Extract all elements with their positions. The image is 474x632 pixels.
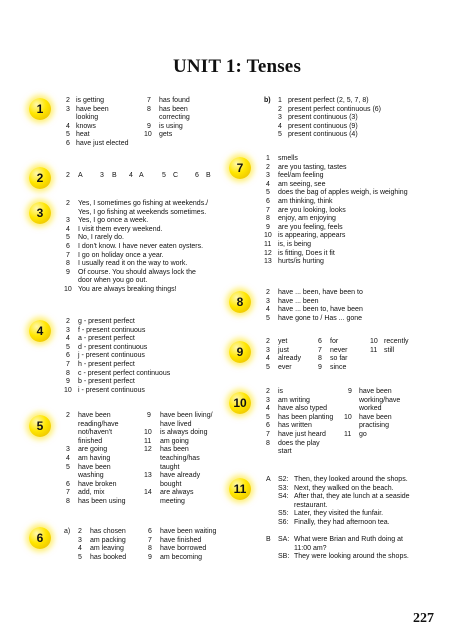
item-number: 10 <box>344 413 352 421</box>
answer-text: You are always breaking things! <box>78 285 177 293</box>
answer-text: so far <box>330 355 348 363</box>
item-number: 9 <box>348 388 352 395</box>
answer-text: have been <box>78 412 111 419</box>
item-number: 8 <box>266 439 270 447</box>
speaker-label: SA: <box>278 536 290 544</box>
answer-text: does the play <box>278 439 320 447</box>
speaker-label: S6: <box>278 518 289 526</box>
answer-text: What were Brian and Ruth doing at <box>294 536 403 544</box>
item-number: 8 <box>147 105 151 113</box>
answer-text: looking <box>76 114 99 122</box>
answer-text: does the bag of apples weigh, is weighing <box>278 189 408 197</box>
item-number: 10 <box>64 386 72 394</box>
answer-text: have been <box>359 388 392 395</box>
item-number: 11 <box>370 346 378 354</box>
item-number: 8 <box>266 215 270 223</box>
item-number: 3 <box>100 172 104 179</box>
speaker-label: S3: <box>278 484 289 492</box>
answer-text: never <box>330 346 348 354</box>
part-label: A <box>266 476 271 483</box>
answer-text: has been <box>159 105 188 113</box>
item-number: 12 <box>264 249 272 257</box>
exercise-badge-6: 6 <box>29 527 51 549</box>
answer-text: Then, they looked around the shops. <box>294 476 408 483</box>
answer-text: Yes, I go once a week. <box>78 217 149 225</box>
answer-text: has written <box>278 422 312 430</box>
answer-text: has booked <box>90 553 127 561</box>
answer-text: A <box>78 172 83 179</box>
item-number: 4 <box>66 225 70 233</box>
item-number: 7 <box>147 97 151 104</box>
answer-text: j - present continuous <box>78 352 145 360</box>
answer-text: Finally, they had afternoon tea. <box>294 518 390 526</box>
answer-text: ever <box>278 363 292 371</box>
item-number: 5 <box>266 314 270 322</box>
item-number: 3 <box>78 536 82 544</box>
exercise-badge-1: 1 <box>29 98 51 120</box>
item-number: 9 <box>318 363 322 371</box>
item-number: 8 <box>66 369 70 377</box>
item-number: 8 <box>148 545 152 553</box>
answer-text: not/haven't <box>78 429 113 437</box>
answer-text: feel/am feeling <box>278 172 324 180</box>
item-number: 4 <box>66 335 70 343</box>
answer-text: just <box>278 346 289 354</box>
exercise-badge-8: 8 <box>229 291 251 313</box>
exercise-badge-7: 7 <box>229 157 251 179</box>
answer-text: 11:00 am? <box>294 544 327 552</box>
item-number: 6 <box>148 528 152 535</box>
answer-text: have been waiting <box>160 528 217 535</box>
answer-text: have been <box>76 105 109 113</box>
answer-text: am writing <box>278 396 310 404</box>
speaker-label: S5: <box>278 510 289 518</box>
answer-text: has chosen <box>90 528 126 535</box>
item-number: 11 <box>264 240 272 248</box>
item-number: 4 <box>78 545 82 553</box>
item-number: 4 <box>266 306 270 314</box>
answer-text: b - present perfect <box>78 378 135 386</box>
answer-text: am leaving <box>90 545 124 553</box>
item-number: 7 <box>66 360 70 368</box>
item-number: 10 <box>264 232 272 240</box>
item-number: 2 <box>66 97 70 104</box>
item-number: 11 <box>344 430 352 438</box>
answer-text: is <box>278 388 284 395</box>
answer-text: present perfect (2, 5, 7, 8) <box>288 97 369 104</box>
item-number: 7 <box>66 489 70 497</box>
answer-text: a - present perfect <box>78 335 135 343</box>
answer-text: are going <box>78 446 108 454</box>
answer-text: teaching/has <box>160 454 200 462</box>
answer-text: are always <box>160 489 194 497</box>
item-number: 8 <box>318 355 322 363</box>
item-number: 5 <box>78 553 82 561</box>
item-number: 6 <box>66 242 70 250</box>
exercise-badge-11: 11 <box>229 478 251 500</box>
item-number: 11 <box>144 437 152 445</box>
answer-text: have just heard <box>278 430 326 438</box>
answer-text: Later, they visited the funfair. <box>294 510 384 518</box>
answer-text: are you looking, looks <box>278 206 346 214</box>
answer-text: f - present continuous <box>78 326 146 334</box>
answer-text: practising <box>359 422 389 430</box>
item-number: 7 <box>266 430 270 438</box>
item-number: 7 <box>148 536 152 544</box>
item-number: 3 <box>266 297 270 305</box>
item-number: 8 <box>66 497 70 505</box>
item-number: 12 <box>144 446 152 454</box>
answer-text: for <box>330 338 339 345</box>
item-number: 1 <box>266 155 270 162</box>
item-number: 2 <box>66 318 70 325</box>
item-number: 6 <box>66 139 70 147</box>
part-label: B <box>266 536 271 544</box>
answer-text: Next, they walked on the beach. <box>294 484 394 492</box>
item-number: 4 <box>66 454 70 462</box>
answer-text: heat <box>76 131 90 139</box>
item-number: 6 <box>66 480 70 488</box>
item-number: 4 <box>278 122 282 130</box>
answer-text: have been living/ <box>160 412 213 419</box>
answer-text: I usually read it on the way to work. <box>78 260 188 268</box>
speaker-label: SB: <box>278 553 290 561</box>
item-number: 14 <box>144 489 152 497</box>
answer-text: has found <box>159 97 190 104</box>
answer-text: I go on holiday once a year. <box>78 251 164 259</box>
exercise-badge-3: 3 <box>29 202 51 224</box>
item-number: 10 <box>144 131 152 139</box>
answer-text: smells <box>278 155 298 162</box>
item-number: 6 <box>318 338 322 345</box>
item-number: 5 <box>66 343 70 351</box>
answer-text: present continuous (4) <box>288 131 358 139</box>
answer-text: recently <box>384 338 409 345</box>
part-label: a) <box>64 528 71 535</box>
answer-text: Yes, I go fishing at weekends sometimes. <box>78 208 207 216</box>
answer-text: go <box>359 430 367 438</box>
item-number: 2 <box>266 338 270 345</box>
answer-text: i - present continuous <box>78 386 145 394</box>
answer-text: restaurant. <box>294 501 328 509</box>
item-number: 13 <box>264 258 272 266</box>
answer-text: correcting <box>159 114 190 122</box>
answer-text: have ... been <box>278 297 319 305</box>
answer-text: I don't know. I have never eaten oysters. <box>78 242 204 250</box>
answer-text: d - present continuous <box>78 343 148 351</box>
item-number: 4 <box>129 172 133 179</box>
item-number: 13 <box>144 472 152 480</box>
item-number: 4 <box>266 180 270 188</box>
answer-text: am becoming <box>160 553 203 561</box>
item-number: 2 <box>266 289 270 296</box>
item-number: 9 <box>66 378 70 386</box>
item-number: 1 <box>278 97 282 104</box>
item-number: 8 <box>66 260 70 268</box>
speaker-label: S2: <box>278 476 289 483</box>
answer-text: enjoy, am enjoying <box>278 215 336 223</box>
answer-text: is appearing, appears <box>278 232 346 240</box>
answer-text: is always doing <box>160 429 208 437</box>
item-number: 7 <box>318 346 322 354</box>
item-number: 6 <box>195 172 199 179</box>
item-number: 2 <box>78 528 82 535</box>
item-number: 5 <box>278 131 282 139</box>
answer-text: has been <box>160 446 189 454</box>
answer-text: have borrowed <box>160 545 207 553</box>
exercise-badge-9: 9 <box>229 341 251 363</box>
answer-text: is using <box>159 122 183 130</box>
answer-text: am packing <box>90 536 126 544</box>
item-number: 10 <box>370 338 378 345</box>
answer-text: have ... been to, have been <box>278 306 363 314</box>
answer-text: B <box>112 172 117 179</box>
answer-text: have lived <box>160 420 192 428</box>
answer-text: g - present perfect <box>78 318 135 325</box>
answer-text: h - present perfect <box>78 360 135 368</box>
answer-text: finished <box>78 437 103 445</box>
item-number: 5 <box>162 172 166 179</box>
item-number: 4 <box>266 355 270 363</box>
exercise-badge-4: 4 <box>29 320 51 342</box>
item-number: 5 <box>266 413 270 421</box>
answer-text: are you feeling, feels <box>278 223 343 231</box>
item-number: 2 <box>66 412 70 419</box>
answer-text: working/have <box>359 396 401 404</box>
item-number: 10 <box>64 285 72 293</box>
answer-text: is, is being <box>278 240 312 248</box>
answer-text: knows <box>76 122 96 130</box>
item-number: 10 <box>144 429 152 437</box>
exercise-badge-5: 5 <box>29 415 51 437</box>
answer-text: am thinking, think <box>278 197 333 205</box>
item-number: 9 <box>148 553 152 561</box>
item-number: 7 <box>66 251 70 259</box>
item-number: 6 <box>266 197 270 205</box>
answer-text: since <box>330 363 347 371</box>
item-number: 2 <box>66 172 70 179</box>
item-number: 3 <box>66 105 70 113</box>
item-number: 9 <box>147 412 151 419</box>
item-number: 4 <box>266 405 270 413</box>
answer-text: am going <box>160 437 189 445</box>
item-number: 3 <box>266 172 270 180</box>
page-number: 227 <box>413 611 434 626</box>
answer-text: have been <box>359 413 392 421</box>
answer-text: have gone to / Has ... gone <box>278 314 363 322</box>
answer-text: After that, they ate lunch at a seaside <box>294 493 410 501</box>
answer-text: present continuous (9) <box>288 122 358 130</box>
item-number: 6 <box>266 422 270 430</box>
answer-text: reading/have <box>78 420 119 428</box>
answer-text: have finished <box>160 536 202 544</box>
item-number: 2 <box>266 388 270 395</box>
item-number: 7 <box>266 206 270 214</box>
item-number: 4 <box>66 122 70 130</box>
answer-text: has been planting <box>278 413 334 421</box>
answer-text: yet <box>278 338 288 345</box>
answer-text: already <box>278 355 301 363</box>
answer-text: am having <box>78 454 111 462</box>
answer-text: B <box>206 172 211 179</box>
answer-text: start <box>278 448 292 456</box>
item-number: 5 <box>266 189 270 197</box>
answer-text: have broken <box>78 480 117 488</box>
answer-text: have ... been, have been to <box>278 289 363 296</box>
answer-text: add, mix <box>78 489 105 497</box>
item-number: 3 <box>266 346 270 354</box>
answer-text: present continuous (3) <box>288 114 358 122</box>
exercise-badge-10: 10 <box>229 392 251 414</box>
item-number: 3 <box>278 114 282 122</box>
answer-text: worked <box>359 405 382 413</box>
item-number: 3 <box>66 217 70 225</box>
answer-text: hurts/is hurting <box>278 258 324 266</box>
answer-text: They were looking around the shops. <box>294 553 409 561</box>
answer-text: C <box>173 172 179 179</box>
item-number: 2 <box>278 105 282 113</box>
answer-text: have also typed <box>278 405 328 413</box>
answer-text: has been using <box>78 497 126 505</box>
item-number: 9 <box>66 268 70 276</box>
speaker-label: S4: <box>278 493 289 501</box>
page-title: UNIT 1: Tenses <box>172 56 302 77</box>
part-label: b) <box>264 97 271 104</box>
answer-text: c - present perfect continuous <box>78 369 171 377</box>
answer-text: present perfect continuous (6) <box>288 105 381 113</box>
answer-text: have already <box>160 472 201 480</box>
item-number: 5 <box>66 463 70 471</box>
item-number: 2 <box>266 163 270 171</box>
item-number: 5 <box>66 234 70 242</box>
answer-text: door when you go out. <box>78 277 148 285</box>
answer-text: is fitting, Does it fit <box>278 249 335 257</box>
answer-text: meeting <box>160 497 185 505</box>
item-number: 5 <box>66 131 70 139</box>
item-number: 6 <box>66 352 70 360</box>
answer-text: still <box>384 346 395 354</box>
answer-text: is getting <box>76 97 105 104</box>
answer-text: have been <box>78 463 111 471</box>
item-number: 3 <box>266 396 270 404</box>
answer-text: washing <box>78 472 104 480</box>
answer-text: have just elected <box>76 139 129 147</box>
answer-text: bought <box>160 480 182 488</box>
answer-text: No, I rarely do. <box>78 234 124 242</box>
item-number: 3 <box>66 446 70 454</box>
answer-text: Of course. You should always lock the <box>78 268 196 276</box>
item-number: 9 <box>266 223 270 231</box>
answer-text: are you tasting, tastes <box>278 163 347 171</box>
item-number: 9 <box>147 122 151 130</box>
exercise-badge-2: 2 <box>29 167 51 189</box>
answer-text: A <box>139 172 144 179</box>
item-number: 3 <box>66 326 70 334</box>
answer-text: I visit them every weekend. <box>78 225 163 233</box>
item-number: 2 <box>66 200 70 207</box>
answer-text: am seeing, see <box>278 180 326 188</box>
item-number: 5 <box>266 363 270 371</box>
answer-text: gets <box>159 131 173 139</box>
answer-text: Yes, I sometimes go fishing at weekends./ <box>78 200 209 207</box>
answer-text: taught <box>160 463 180 471</box>
